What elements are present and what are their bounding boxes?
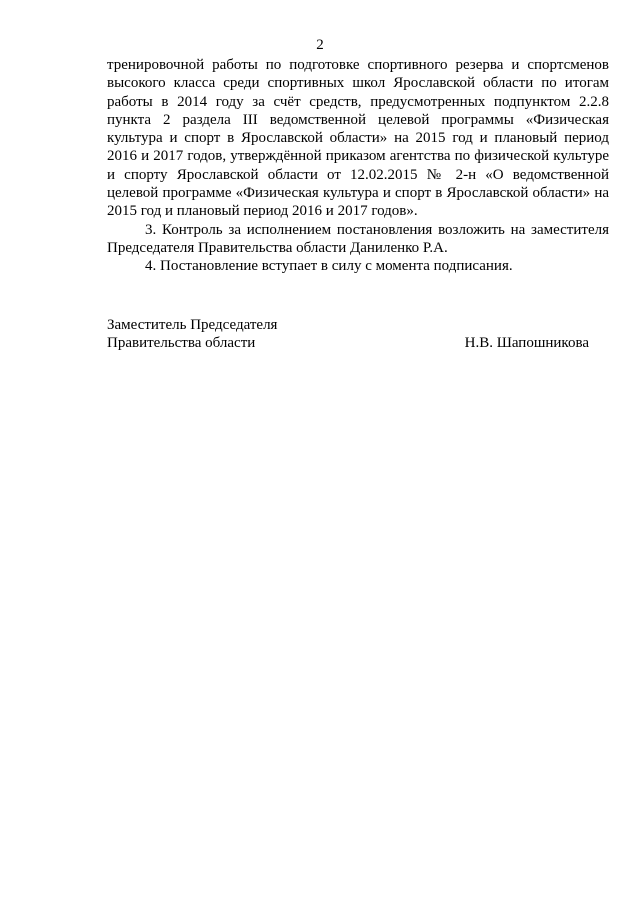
signature-name: Н.В. Шапошникова <box>464 335 589 352</box>
signature-position-line1 <box>107 316 589 334</box>
signature-position-org: Правительства области <box>107 335 256 352</box>
document-body <box>107 56 609 276</box>
signature-block <box>107 316 589 353</box>
paragraph-continuation: тренировочной работы по подготовке спортивного резерва и спортсменов высокого класса среди спортивных школ Ярославской области по итогам работы в 2014 году за счёт средств, предусмотренных подпунктом 2.2.8 пункта 2 раздела III ведомственной целевой программы «Физическая культура и спорт в Ярославской области» на 2015 год и плановый период 2016 и 2017 годов, утверждённой приказом агентства по физической культуре и спорту Ярославской области от 12.02.2015 № 2-н «О ведомственной целевой программе «Физическая культура и спорт в Ярославской области» на 2015 год и плановый период 2016 и 2017 годов». <box>107 57 609 220</box>
signature-position-title: Заместитель Председателя <box>107 317 278 333</box>
signature-position-line2 <box>107 334 589 352</box>
page-number: 2 <box>316 37 324 53</box>
paragraph-item-4: 4. Постановление вступает в силу с момента подписания. <box>145 258 513 275</box>
paragraph-item-3: 3. Контроль за исполнением постановления возложить на заместителя Председателя Правительства области Даниленко Р.А. <box>107 221 609 256</box>
